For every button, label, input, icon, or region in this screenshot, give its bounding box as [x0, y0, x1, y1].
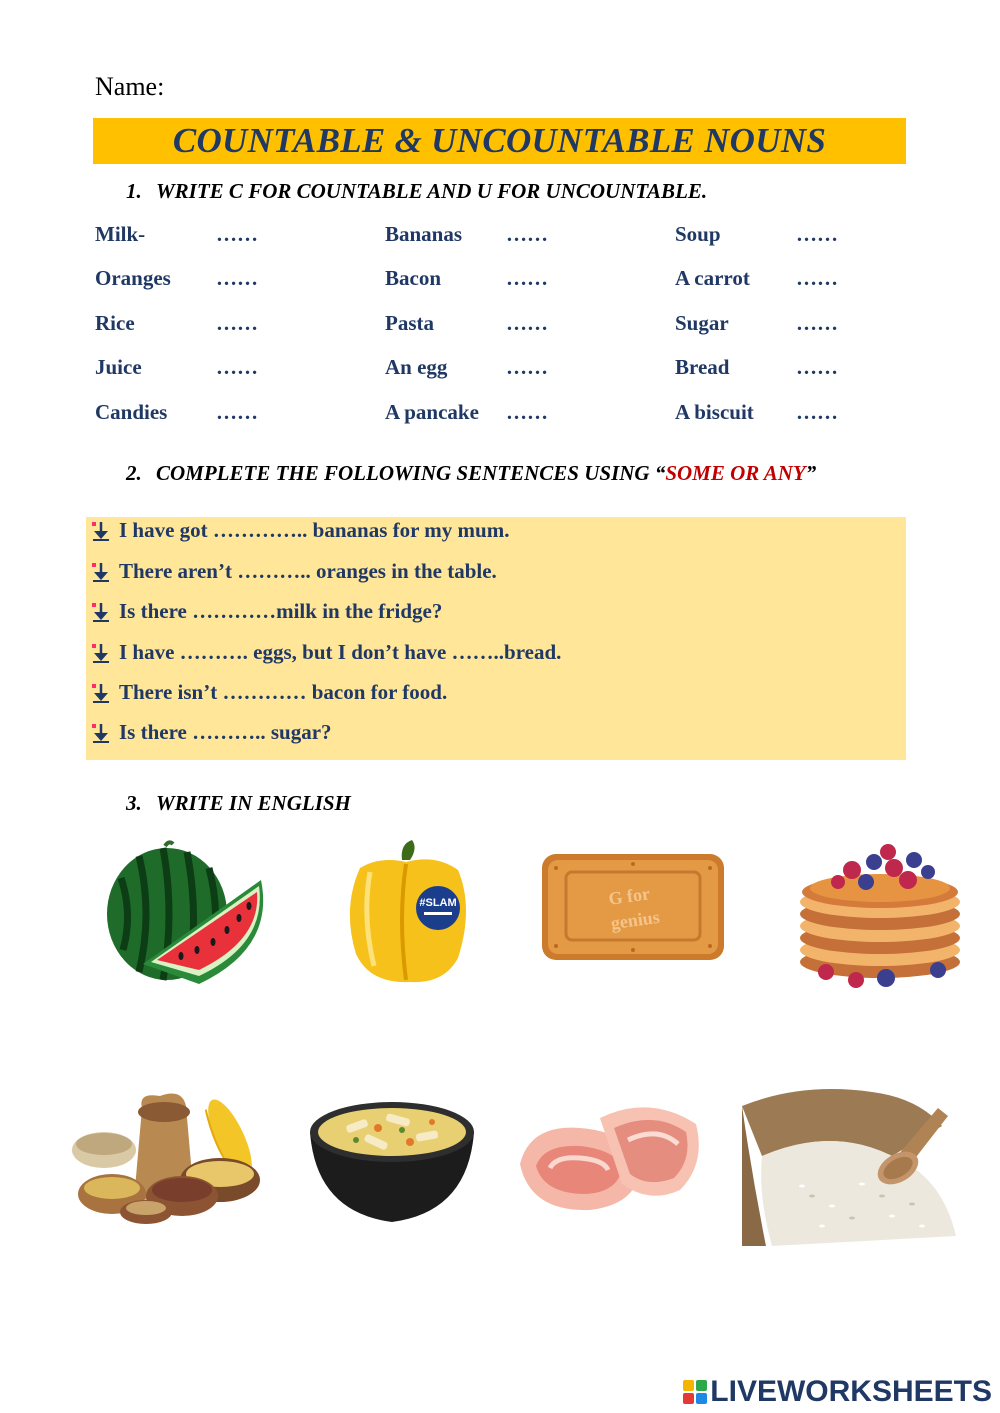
noun-word: Juice: [95, 355, 142, 379]
pancakes-image: [796, 838, 968, 988]
noun-word: Bacon: [385, 266, 442, 290]
section-2-text-end: ”: [805, 461, 817, 485]
answer-blank[interactable]: ……: [216, 355, 258, 379]
noun-word: Candies: [95, 400, 168, 424]
noun-word: Milk-: [95, 222, 146, 246]
title-banner: [93, 118, 906, 164]
arrow-bullet-icon: [90, 682, 112, 704]
answer-blank[interactable]: ……: [506, 400, 548, 424]
arrow-bullet-icon: [90, 642, 112, 664]
section-1-text: WRITE C FOR COUNTABLE AND U FOR UNCOUNTABLE.: [156, 179, 708, 203]
page-title: COUNTABLE & UNCOUNTABLE NOUNS: [172, 121, 827, 160]
sentence-item: [90, 518, 509, 543]
sentence-text[interactable]: I have ………. eggs, but I don’t have ……..bread.: [119, 640, 562, 664]
section-2-text: COMPLETE THE FOLLOWING SENTENCES USING “: [156, 461, 666, 485]
noun-word: Soup: [675, 222, 721, 246]
name-label: Name:: [95, 72, 165, 101]
noun-word: Bananas: [385, 222, 463, 246]
answer-blank[interactable]: ……: [796, 222, 838, 246]
answer-blank[interactable]: ……: [796, 311, 838, 335]
answer-blank[interactable]: ……: [216, 222, 258, 246]
noun-word: A biscuit: [675, 400, 754, 424]
sentence-text[interactable]: There aren’t ……….. oranges in the table.: [119, 559, 497, 583]
answer-blank[interactable]: ……: [216, 400, 258, 424]
arrow-bullet-icon: [90, 722, 112, 744]
noun-word: Oranges: [95, 266, 171, 290]
noun-word: Bread: [675, 355, 730, 379]
logo-mark-icon: [683, 1380, 707, 1404]
logo-text: LIVEWORKSHEETS: [710, 1375, 992, 1408]
answer-blank[interactable]: ……: [216, 266, 258, 290]
answer-blank[interactable]: ……: [796, 400, 838, 424]
liveworksheets-logo: [683, 1375, 992, 1409]
sentence-item: [90, 640, 561, 665]
answer-blank[interactable]: ……: [796, 355, 838, 379]
arrow-bullet-icon: [90, 520, 112, 542]
sentence-item: [90, 559, 497, 584]
sentence-item: [90, 599, 442, 624]
section-2-number: 2.: [126, 461, 142, 485]
noun-word: Sugar: [675, 311, 729, 335]
sentence-item: [90, 680, 447, 705]
yellow-pepper-image: [340, 838, 476, 986]
cereals-image: [70, 1088, 266, 1226]
biscuit-text-1: G for: [607, 883, 652, 909]
soup-image: [306, 1092, 478, 1230]
section-1-number: 1.: [126, 179, 142, 203]
answer-blank[interactable]: ……: [216, 311, 258, 335]
noun-word: Rice: [95, 311, 135, 335]
answer-blank[interactable]: ……: [506, 222, 548, 246]
answer-blank[interactable]: ……: [506, 311, 548, 335]
sentence-text[interactable]: I have got ………….. bananas for my mum.: [119, 518, 510, 542]
watermelon-image: [103, 838, 271, 988]
noun-word: A carrot: [675, 266, 750, 290]
answer-blank[interactable]: ……: [796, 266, 838, 290]
noun-word: Pasta: [385, 311, 434, 335]
answer-blank[interactable]: ……: [506, 266, 548, 290]
section-3-number: 3.: [126, 791, 142, 815]
pepper-sticker-text: #SLAM: [419, 897, 457, 909]
sentence-text[interactable]: There isn’t ………… bacon for food.: [119, 680, 448, 704]
arrow-bullet-icon: [90, 601, 112, 623]
bacon-image: [510, 1094, 706, 1216]
sentence-item: [90, 720, 332, 745]
noun-word: An egg: [385, 355, 448, 379]
arrow-bullet-icon: [90, 561, 112, 583]
rice-image: [742, 1086, 956, 1250]
section-2-highlight: SOME OR ANY: [665, 461, 806, 485]
section-2-heading: [126, 461, 816, 486]
biscuit-text-2: genius: [609, 906, 661, 934]
sentence-text[interactable]: Is there …………milk in the fridge?: [119, 599, 443, 623]
biscuit-image: [538, 848, 728, 966]
answer-blank[interactable]: ……: [506, 355, 548, 379]
sentence-text[interactable]: Is there ……….. sugar?: [119, 720, 332, 744]
section-3-text: WRITE IN ENGLISH: [156, 791, 351, 815]
section-3-heading: [126, 791, 351, 816]
section-1-heading: [126, 179, 707, 204]
noun-word: A pancake: [385, 400, 479, 424]
